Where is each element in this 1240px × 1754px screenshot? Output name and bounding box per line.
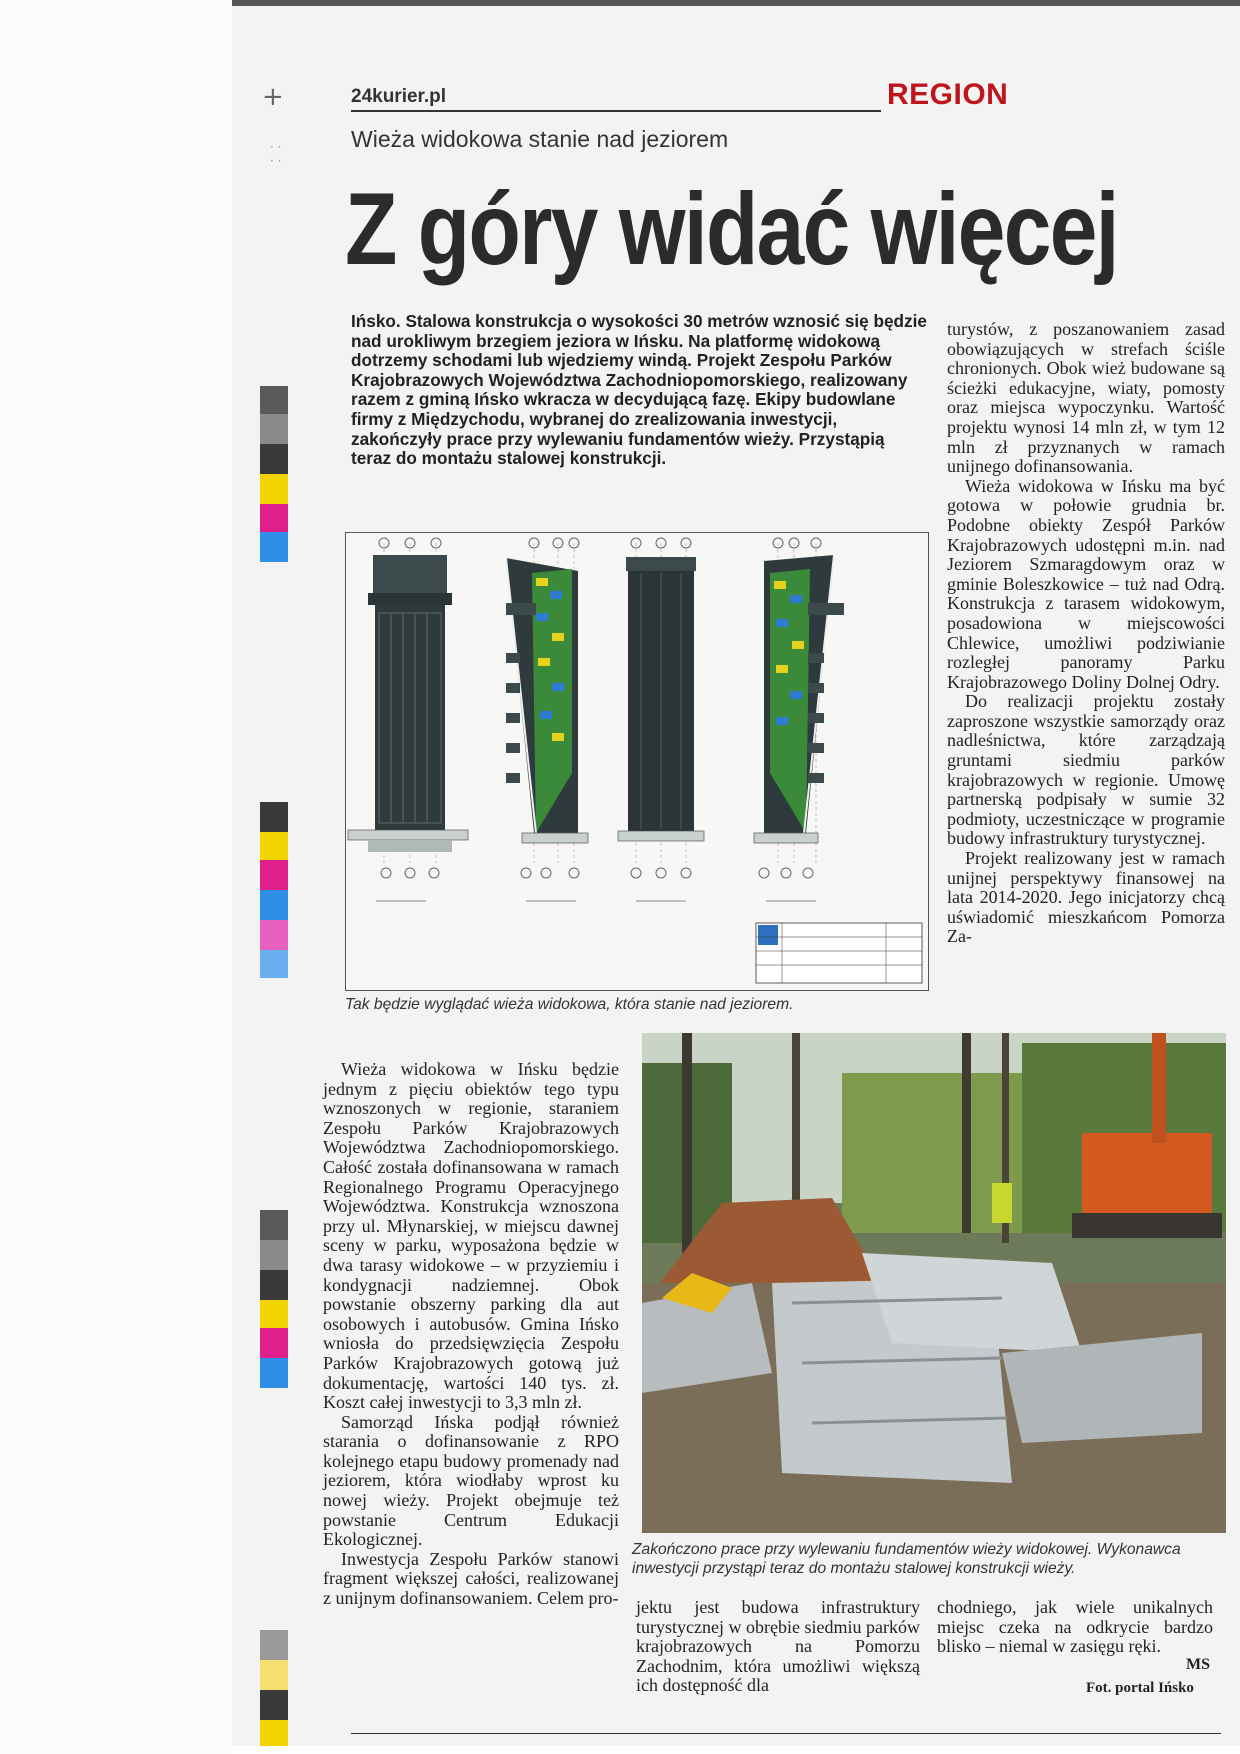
swatch — [260, 414, 288, 444]
swatch — [260, 444, 288, 474]
tower-elevation-side-mirror — [754, 538, 844, 878]
photo-credit: Fot. portal Ińsko — [1086, 1680, 1194, 1696]
paragraph: Projekt realizowany jest w ramach unijnej perspektywy finansowej na lata 2014-2020. Jego inicjatorzy chcą uświadomić mieszkańcom Pomorza Za- — [947, 848, 1225, 947]
left-text-column — [323, 1060, 619, 1609]
article-headline: Z góry widać więcej — [345, 172, 1118, 286]
swatch — [260, 1210, 288, 1240]
bottom-middle-column — [636, 1598, 920, 1696]
tower-elevation-front — [348, 538, 468, 878]
swatch — [260, 1300, 288, 1328]
paragraph: jektu jest budowa infrastruktury turystycznej w obrębie siedmiu parków krajobrazowych na Pomorzu Zachodnim, która umożliwi większą ich dostępność dla — [636, 1597, 920, 1696]
swatch — [260, 832, 288, 860]
article-kicker: Wieża widokowa stanie nad jeziorem — [351, 126, 729, 152]
swatch — [260, 504, 288, 532]
swatch — [260, 532, 288, 562]
construction-site-photo — [642, 1033, 1226, 1533]
tower-drawing-svg — [346, 533, 928, 990]
section-label: REGION — [887, 78, 1009, 111]
swatch — [260, 1690, 288, 1720]
footer-rule — [351, 1733, 1221, 1734]
drawing-title-block — [756, 923, 922, 983]
right-text-column — [947, 320, 1225, 947]
swatch — [260, 1660, 288, 1690]
site-name: 24kurier.pl — [351, 86, 447, 107]
swatch — [260, 474, 288, 504]
diagram-caption: Tak będzie wyglądać wieża widokowa, która stanie nad jeziorem. — [345, 996, 794, 1013]
registration-mark-icon: + — [262, 82, 284, 112]
swatch — [260, 386, 288, 414]
swatch — [260, 802, 288, 832]
scan-margin — [0, 0, 232, 1754]
author-initials: MS — [1186, 1656, 1210, 1673]
paragraph: Samorząd Ińska podjął również starania o dofinansowanie z RPO kolejnego etapu budowy promenady nad jeziorem, która wiodłaby wprost ku nowej wieży. Projekt obejmuje też powstanie Centrum Edukacji Ekologicznej. — [323, 1411, 619, 1550]
paragraph: Wieża widokowa w Ińsku będzie jednym z pięciu obiektów tego typu wznoszonych w regionie, staraniem Zespołu Parków Krajobrazowych Województwa Zachodniopomorskiego. Całość została dofinansowana w ramach Regionalnego Programu Operacyjnego Województwa. Konstrukcja wznoszona przy ul. Młynarskiej, w miejscu dawnej sceny w parku, wyposażona będzie w dwa tarasy widokowe – w przyziemiu i kondygnacji nadziemnej. Obok powstanie obszerny parking dla aut osobowych i autobusów. Gmina Ińsko wniosła do przedsięwzięcia Zespołu Parków Krajobrazowych gotową już dokumentację, wartości 140 tys. zł. Koszt całej inwestycji to 3,3 mln zł. — [323, 1059, 619, 1413]
tower-elevation-rear — [618, 538, 704, 878]
paragraph: Do realizacji projektu zostały zaproszone wszystkie samorządy oraz nadleśnictwa, które zarządzają gruntami siedmiu parków krajobrazowych w regionie. Umowę partnerską podpisały w sumie 32 podmioty, uczestniczące w programie budowy infrastruktury turystycznej. — [947, 691, 1225, 849]
bottom-right-column — [937, 1598, 1213, 1657]
article-lead: Ińsko. Stalowa konstrukcja o wysokości 30 metrów wznosić się będzie nad urokliwym brzegiem jeziora w Ińsku. Na platformę widokową dotrzemy schodami lub wjedziemy windą. Projekt Zespołu Parków Krajobrazowych Województwa Zachodniopomorskiego, realizowany razem z gminą Ińsko wkracza w decydującą fazę. Ekipy budowlane firmy z Międzychodu, wybranej do zrealizowania inwestycji, zakończyły prace przy wylewaniu fundamentów wieży. Przystąpią teraz do montażu stalowej konstrukcji. — [351, 311, 927, 469]
swatch — [260, 920, 288, 950]
swatch — [260, 950, 288, 978]
photo-caption: Zakończono prace przy wylewaniu fundamentów wieży widokowej. Wykonawca inwestycji przystąpi teraz do montażu stalowej konstrukcji wieży. — [632, 1541, 1181, 1577]
swatch — [260, 1328, 288, 1358]
swatch — [260, 1720, 288, 1746]
swatch — [260, 890, 288, 920]
dot-marks: · · · · — [270, 140, 282, 168]
swatch — [260, 1358, 288, 1388]
paragraph: chodniego, jak wiele unikalnych miejsc czeka na odkrycie bardzo blisko – niemal w zasięgu ręki. — [937, 1597, 1213, 1657]
paragraph: Wieża widokowa w Ińsku ma być gotowa w połowie grudnia br. Podobne obiekty Zespół Parków Krajobrazowych udostępni m.in. nad Jeziorem Szmaragdowym oraz w gminie Boleszkowice – tuż nad Odrą. Konstrukcja z tarasem widokowym, posadowiona w miejscowości Chlewice, umożliwi podziwianie rozległej panoramy Parku Krajobrazowego Doliny Dolnej Odry. — [947, 475, 1225, 692]
swatch — [260, 1630, 288, 1660]
paragraph: Inwestycja Zespołu Parków stanowi fragment większej całości, realizowanej z unijnym dofinansowaniem. Celem pro- — [323, 1548, 619, 1609]
swatch — [260, 860, 288, 890]
paragraph: turystów, z poszanowaniem zasad obowiązujących w strefach ściśle chronionych. Obok wież budowane są ścieżki edukacyjne, wiaty, pomosty oraz miejsca wypoczynku. Wartość projektu wynosi 14 mln zł, w tym 12 mln zł przyznanych w ramach unijnego dofinansowania. — [947, 319, 1225, 477]
header-rule — [351, 110, 881, 112]
tower-elevation-drawing — [345, 532, 929, 991]
swatch — [260, 1270, 288, 1300]
construction-photo-illustration — [642, 1033, 1226, 1533]
tower-elevation-side — [506, 538, 588, 878]
swatch — [260, 1240, 288, 1270]
